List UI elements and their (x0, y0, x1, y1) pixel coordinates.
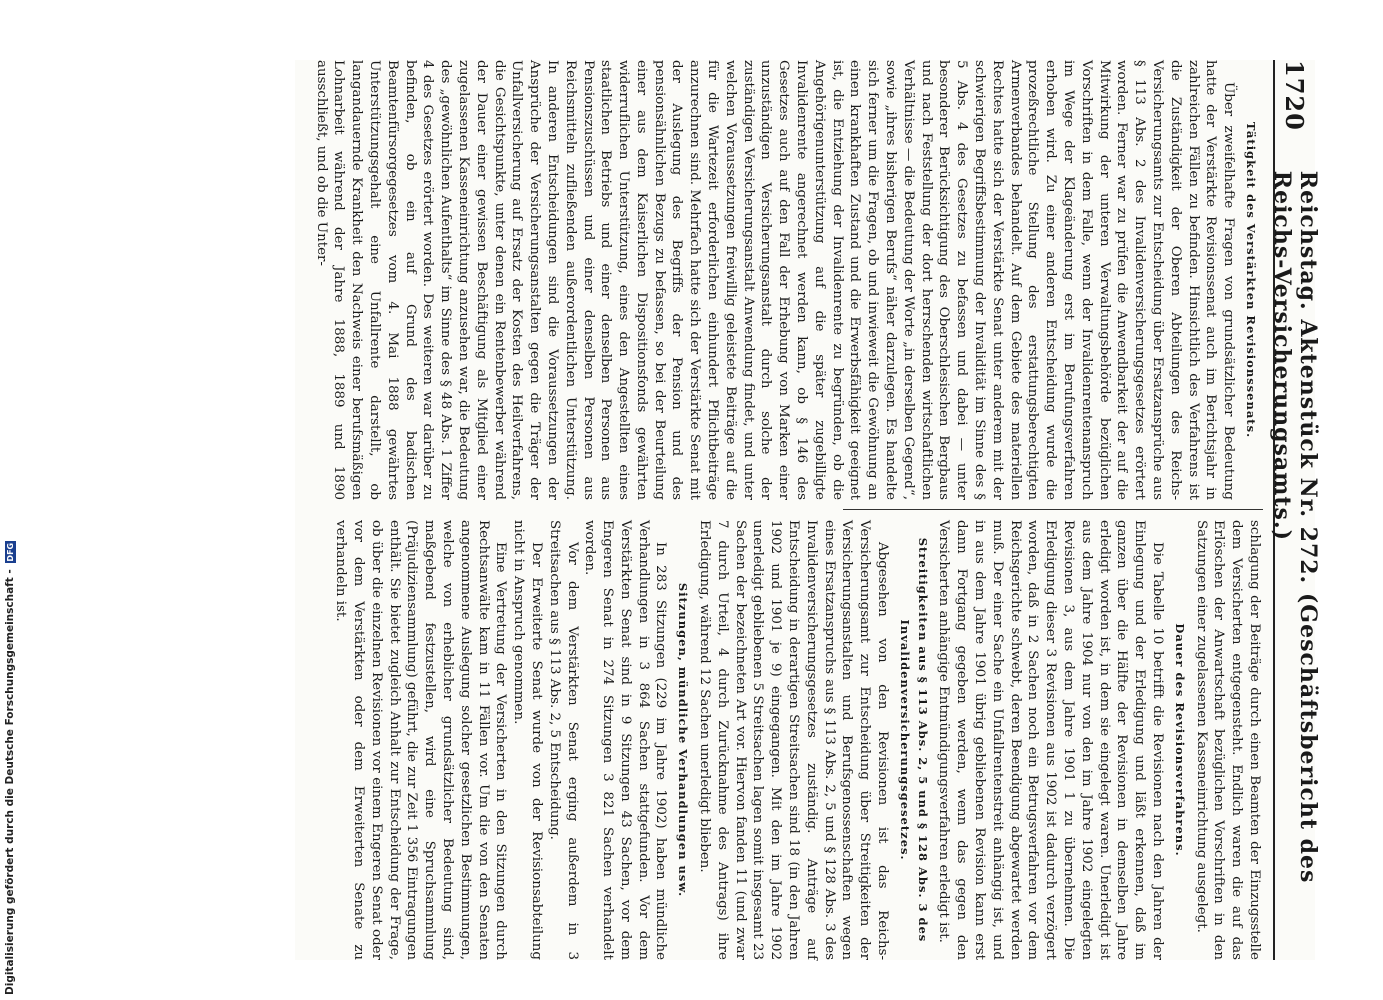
body-paragraph: Eine Vertretung der Versicherten in den Sitzungen durch Rechtsanwälte kam in 11 Fällen vor. Um die von den Senaten angenommene Auslegung solcher gesetzlichen Bestimmungen, welche von erheblicher grundsätzlicher Bedeutung sind, maßgebend festzustellen, wird eine Spruchsammlung (Präjudiziensammlung) geführt, die zur Zeit 1 356 Eintragungen enthält. Sie bietet zugleich Anhalt zur Entscheidung der Frage, ob über die einzelnen Revisionen vor einem Engeren Senat oder vor dem Verstärkten oder dem Erweiterten Senate zu verhandeln ist. (333, 520, 509, 960)
page-header (1269, 60, 1321, 960)
running-title: Reichstag. Aktenstück Nr. 272. (Geschäftsbericht des Reichs-Versicherungsamts.) (1269, 170, 1321, 884)
page-number: 1720 (1280, 60, 1310, 131)
body-paragraph: Die Tabelle 10 betrifft die Revisionen nach den Jahren der Einlegung und der Erledigung und läßt erkennen, daß im ganzen über die Hälfte der Revisionen in demselben Jahre erledigt worden ist, in dem sie eingelegt waren. Unerledigt ist aus dem Jahre 1904 nur von den im Jahre 1902 eingelegten Revisionen 3, aus dem Jahre 1901 1 zu übernehmen. Die Erledigung dieser 3 Revisionen aus 1902 ist dadurch verzögert worden, daß in 2 Sachen noch ein Betrugsverfahren vor dem Reichsgerichte schwebt, deren Beendigung abgewartet werden muß. Der einer Sache ein Unfallrentenstreit anhängig ist, und in aus dem Jahre 1901 übrig gebliebenen Revision kann erst dann Fortgang gegeben werden, wenn das gegen den Versicherten anhängige Entmündigungsverfahren erledigt ist. (936, 520, 1166, 960)
right-column (323, 520, 1263, 960)
section-heading: Streitigkeiten aus § 113 Abs. 2, 5 und § 128 Abs. 3 des Invalidenversicherungsgesetzes. (897, 537, 930, 943)
body-paragraph: Abgesehen von den Revisionen ist das Reichs-Versicherungsamt zur Entscheidung über Streitigkeiten der Versicherungsanstalten und Berufsgenossenschaften wegen eines Ersatzanspruchs aus § 113 Abs. 2, 5 und § 128 Abs. 3 des Invalidenversicherungsgesetzes zuständig. Anträge auf Entscheidung in derartigen Streitsachen sind 18 (in den Jahren 1902 und 1901 je 9) eingegangen. Mit den im Jahre 1902 unerledigt gebliebenen 5 Streitsachen lagen somit insgesamt 23 Sachen der bezeichneten Art vor. Hiervon fanden 11 (und zwar 7 durch Urteil, 4 durch Zurücknahme des Antrags) ihre Erledigung, während 12 Sachen unerledigt blieben. (697, 520, 891, 960)
dfg-logo-icon: DFG (5, 542, 15, 562)
body-paragraph: Vor dem Verstärkten Senat erging außerdem in 3 Streitsachen aus § 113 Abs. 2, 5 Entscheidung. (546, 520, 580, 960)
body-paragraph: In 283 Sitzungen (229 im Jahre 1902) haben mündliche Verhandlungen in 3 864 Sachen stattgefunden. Vor dem Verstärkten Senat sind in 9 Sitzungen 43 Sachen, vor dem Engeren Senat in 274 Sitzungen 3 821 Sachen verhandelt worden. (582, 520, 669, 960)
section-heading: Dauer des Revisionsverfahrens. (1172, 623, 1187, 857)
column-divider (843, 509, 1263, 510)
document-page (295, 60, 1321, 960)
body-paragraph: schlagung der Beiträge durch einen Beamten der Einzugsstelle dem Versicherten entgegensteht. Endlich waren die auf das Erlöschen der Anwartschaft bezüglichen Vorschriften in den Satzungen einer zugelassenen Kasseneinrichtung ausgelegt. (1193, 520, 1262, 960)
body-paragraph: Der Erweiterte Senat wurde von der Revisionsabteilung nicht in Anspruch genommen. (511, 520, 544, 960)
body-paragraph: Über zweifelhafte Fragen von grundsätzlicher Bedeutung hatte der Verstärkte Revisionssenat auch im Berichtsjahr in zahlreichen Fällen zu befinden. Hinsichtlich des Verfahrens ist die Zuständigkeit der Oberen Abteilungen des Reichs-Versicherungsamts zur Entscheidung über Ersatzansprüche aus § 113 Abs. 2 des Invalidenversicherungsgesetzes erörtert worden. Ferner war zu prüfen die Anwendbarkeit der auf die Mitwirkung der unteren Verwaltungsbehörde bezüglichen Vorschriften in dem Falle, wenn der Invalidenrentenanspruch im Wege der Klageänderung erst im Berufungsverfahren erhoben wird. Zu einer anderen Entscheidung wurde die prozeßrechtliche Stellung des erstattungsberechtigten Armenverbandes behandelt. Auf dem Gebiete des materiellen Rechtes hatte sich der Verstärkte Senat unter anderem mit der schwierigen Begriffsbestimmung der Invalidität im Sinne des § 5 Abs. 4 des Gesetzes zu befassen und dabei — unter besonderer Berücksichtigung des Oberschlesischen Bergbaus und nach Feststellung der dort herrschenden wirtschaftlichen Verhältnisse — die Bedeutung der Worte „in derselben Gegend“, sowie „ihres bisherigen Berufs“ näher darzulegen. Es handelte sich ferner um die Fragen, ob und inwieweit die Gewöhnung an einen krankhaften Zustand und die Erwerbsfähigkeit geeignet ist, die Entziehung der Invalidenrente zu begründen, ob die Angehörigenunterstützung auf die später zugebilligte Invalidenrente angerechnet werden kann, ob § 146 des Gesetzes auch auf den Fall der Erhebung von Marken einer unzuständigen Versicherungsanstalt durch solche der zuständigen Versicherungsanstalt Anwendung findet, und unter welchen Voraussetzungen freiwillig geleistete Beiträge auf die für die Wartezeit erforderlichen einhundert Pflichtbeiträge anzurechnen sind. Mehrfach hatte sich der Verstärkte Senat mit der Auslegung des Begriffs der Pension und des pensionsähnlichen Bezugs zu befassen, so bei der Beurteilung einer aus dem Kaiserlichen Dispositionsfonds gewährten widerruflichen Unterstützung, eines den Angestellten eines staatlichen Betriebs und einer denselben Personen aus Pensionszuschüssen und einer denselben Personen aus Reichsmitteln zufließenden außerordentlichen Unterstützung. In anderen Entscheidungen sind die Voraussetzungen der Ansprüche der Versicherungsanstalten gegen die Träger der Unfallversicherung auf Ersatz der Kosten des Heilverfahrens, die Gesichtspunkte, unter denen ein Rentenbewerber während der Dauer einer gewissen Beschäftigung als Mitglied einer zugelassenen Kasseneinrichtung anzusehen war, die Bedeutung des „gewöhnlichen Aufenthalts“ im Sinne des § 48 Abs. 1 Ziffer 4 des Gesetzes erörtert worden. Des weiteren war darüber zu befinden, ob ein auf Grund des badischen Beamtenfürsorgegesetzes vom 4. Mai 1888 gewährtes Unterstützungsgehalt eine Unfallrente darstellt, ob langandauernde Krankheit den Nachweis einer berufsmäßigen Lohnarbeit während der Jahre 1888, 1889 und 1890 ausschließt, und ob die Unter- (313, 60, 1237, 500)
left-column (313, 60, 1263, 500)
digitization-credit (4, 541, 16, 995)
credit-text: Digitalisierung gefördert durch die Deutsche Forschungsgemeinschaft - (4, 569, 16, 995)
section-heading: Tätigkeit des Verstärkten Revisionssenats. (1244, 121, 1258, 439)
section-heading: Sitzungen, mündliche Verhandlungen usw. (676, 582, 691, 898)
